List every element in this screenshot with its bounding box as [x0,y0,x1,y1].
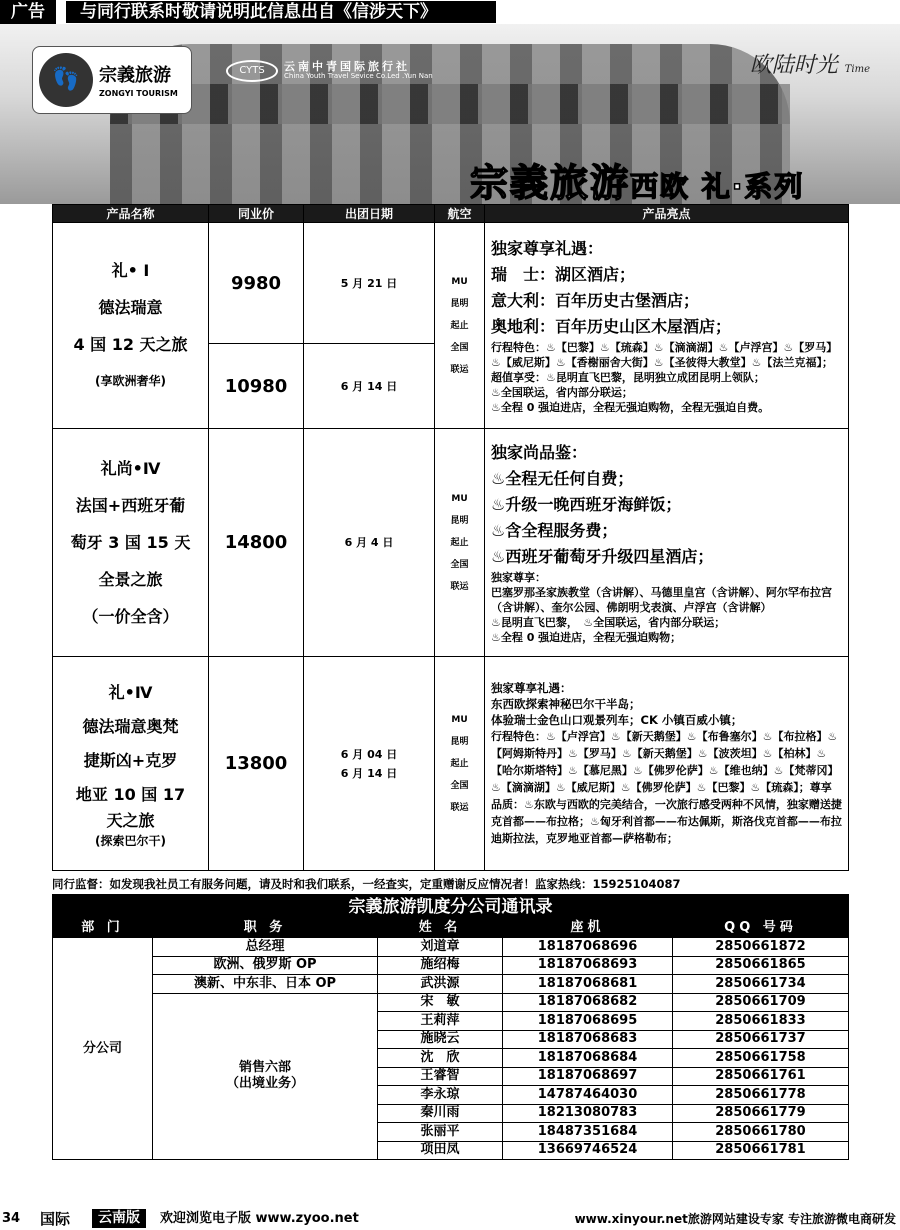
contacts-title: 宗義旅游凯度分公司通讯录 [53,895,849,919]
name-cell: 秦川雨 [378,1104,503,1123]
qq-cell: 2850661780 [673,1123,849,1142]
price: 13800 [209,657,304,871]
brand-mark [750,48,870,79]
name-cell: 施绍梅 [378,956,503,975]
highlights [485,429,849,657]
highlight-small: 超值享受：♨昆明直飞巴黎，昆明独立成团昆明上领队； [491,371,765,384]
table-row [53,657,849,871]
edition-label: 云南版 [92,1209,146,1228]
highlight-small: ♨全程 0 强迫进店，全程无强迫购物，全程无强迫自费。 [491,401,770,414]
qq-cell: 2850661734 [673,975,849,994]
product-name [53,657,209,871]
air-line: 全国 [450,342,469,353]
air-line: MU [451,276,468,287]
air-line: 全国 [450,559,469,570]
logo-en: ZONGYI TOURISM [99,89,178,98]
air-line: 起止 [450,320,469,331]
footer-right: www.xinyour.net旅游网站建设专家 专注旅游微电商研发 [574,1212,896,1226]
table-row [53,429,849,657]
date-line: 6 月 04 日 [340,747,398,761]
phone-cell: 18487351684 [503,1123,673,1142]
phone-cell: 18187068681 [503,975,673,994]
air-line: 昆明 [450,515,469,526]
table-row [53,993,849,1012]
name-note: (享欧洲奢华) [95,373,166,388]
name-cell: 项田凤 [378,1141,503,1160]
highlight-big: ♨含全程服务费； [491,521,618,540]
phone-cell: 18187068682 [503,993,673,1012]
highlight-big: 意大利：百年历史古堡酒店； [491,291,700,310]
qq-cell: 2850661865 [673,956,849,975]
top-banner [0,0,900,24]
table-header-row [53,205,849,223]
col-header: 产品名称 [53,205,209,223]
highlight-big: 奥地利：百年历史山区木屋酒店； [491,317,732,336]
highlight-small: 巴塞罗那圣家族教堂（含讲解）、马德里皇宫（含讲解）、阿尔罕布拉宫（含讲解）、奎尔公园、佛朗明戈表演、卢浮宫（含讲解） [491,586,832,614]
agency-logo [226,58,506,88]
col-header: QQ 号码 [673,919,849,938]
phone-cell: 18187068696 [503,938,673,957]
col-header: 部 门 [53,919,153,938]
airline [435,657,485,871]
phone-cell: 18187068684 [503,1049,673,1068]
name-cell: 王莉萍 [378,1012,503,1031]
date: 5 月 21 日 [304,223,435,344]
highlight-big: 瑞 士：湖区酒店； [491,265,636,284]
name-cell: 刘道章 [378,938,503,957]
agency-en: China Youth Travel Sevice Co.Led .Yun Nan [284,72,433,80]
contacts-title-row [53,895,849,919]
qq-cell: 2850661779 [673,1104,849,1123]
name-cell: 武洪源 [378,975,503,994]
qq-cell: 2850661737 [673,1030,849,1049]
date: 6 月 14 日 [304,344,435,429]
product-name [53,223,209,429]
highlight-big: 独家尊享礼遇： [491,239,604,258]
col-header: 姓 名 [378,919,503,938]
name-line: 礼• I [111,260,150,280]
air-line: 联运 [450,581,469,592]
product-table [52,204,849,871]
name-line: 礼尚•Ⅳ [100,459,161,478]
name-line: 萄牙 3 国 15 天 [70,533,191,552]
role-cell-sales: 销售六部 （出境业务） [153,993,378,1160]
name-line: 德法瑞意 [98,297,163,317]
agency-cn: 云南中青国际旅行社 [284,60,410,73]
name-cell: 施晓云 [378,1030,503,1049]
air-line: MU [451,714,468,725]
phone-cell: 14787464030 [503,1086,673,1105]
hero-banner [0,24,900,204]
phone-cell: 18213080783 [503,1104,673,1123]
highlight-small: 行程特色：♨【巴黎】♨【琉森】♨【滴滴湖】♨【卢浮宫】♨【罗马】♨【威尼斯】♨【香榭丽舍大街】♨【圣彼得大教堂】♨【法兰克福】； [491,341,838,369]
name-line: （一价全含） [82,607,179,626]
qq-cell: 2850661778 [673,1086,849,1105]
phone-cell: 18187068693 [503,956,673,975]
highlights [485,223,849,429]
name-cell: 沈 欣 [378,1049,503,1068]
price: 14800 [209,429,304,657]
logo-cn: 宗義旅游 [99,65,171,86]
phone-cell: 18187068683 [503,1030,673,1049]
highlight-big: 独家尚品鉴： [491,443,588,462]
name-line: 全景之旅 [98,570,163,589]
department-cell: 分公司 [53,938,153,1160]
role-cell: 总经理 [153,938,378,957]
footer-bar [0,1208,900,1230]
brand-time: Time [844,64,870,75]
highlight-big: ♨升级一晚西班牙海鲜饭； [491,495,682,514]
col-header: 产品亮点 [485,205,849,223]
col-header: 出团日期 [304,205,435,223]
highlight-small: 独家尊享： [491,571,546,584]
ad-label: 广告 [0,0,56,24]
highlight-big: ♨西班牙葡萄牙升级四星酒店； [491,547,714,566]
name-line: 4 国 12 天之旅 [73,334,188,354]
name-line: 法国+西班牙葡 [75,496,186,515]
qq-cell: 2850661761 [673,1067,849,1086]
highlight-mid: 东西欧探索神秘巴尔干半岛； [491,697,641,711]
table-row [53,223,849,344]
product-name [53,429,209,657]
phone-cell: 13669746524 [503,1141,673,1160]
date-line: 6 月 14 日 [340,766,398,780]
highlight-small: 行程特色：♨【卢浮宫】♨【新天鹅堡】♨【布鲁塞尔】♨【布拉格】♨【阿姆斯特丹】♨【罗马】♨【新天鹅堡】♨【波茨坦】♨【柏林】♨【哈尔斯塔特】♨【慕尼黑】♨【佛罗伦萨】♨【维也纳】♨【梵蒂冈】♨【滴滴湖】♨【威尼斯】♨【佛罗伦萨】♨【巴黎】♨【琉森】；尊享品质：♨东欧与西欧的完美结合，一次旅行感受两种不风情，独家赠送捷克首都——布拉格；♨匈牙利首都——布达佩斯，斯洛伐克首都——布拉迪斯拉法，克罗地亚首都—萨格勒布； [491,730,842,845]
footprint-icon: 👣 [39,53,93,107]
contacts-header-row [53,919,849,938]
supervise-notice: 同行监督：如发现我社员工有服务问题，请及时和我们联系，一经查实，定重赠谢反应情况者！监家热线：15925104087 [52,877,681,891]
name-line: 捷斯凶+克罗 [83,750,178,770]
role-cell: 欧洲、俄罗斯 OP [153,956,378,975]
name-line: 地亚 10 国 17 [75,784,186,804]
air-line: MU [451,493,468,504]
name-cell: 张丽平 [378,1123,503,1142]
qq-cell: 2850661833 [673,1012,849,1031]
role-cell: 澳新、中东非、日本 OP [153,975,378,994]
col-header: 同业价 [209,205,304,223]
phone-cell: 18187068697 [503,1067,673,1086]
qq-cell: 2850661709 [673,993,849,1012]
air-line: 全国 [450,780,469,791]
name-line: 天之旅 [106,810,155,830]
table-row [53,975,849,994]
highlight-mid: 体验瑞士金色山口观景列车；CK 小镇百威小镇； [491,713,743,727]
air-line: 起止 [450,537,469,548]
zongyi-logo [32,46,192,114]
air-line: 联运 [450,802,469,813]
air-line: 昆明 [450,298,469,309]
colosseum-arches [110,84,790,124]
top-notice: 与同行联系时敬请说明此信息出自《信涉天下》 [66,1,496,23]
col-header: 座机 [503,919,673,938]
page-number: 34 [2,1211,21,1226]
phone-cell: 18187068695 [503,1012,673,1031]
welcome-text: 欢迎浏览电子版 www.zyoo.net [160,1211,359,1226]
airline [435,223,485,429]
series-sub: 西欧 礼·系列 [630,170,805,203]
qq-cell: 2850661781 [673,1141,849,1160]
highlight-small: ♨昆明直飞巴黎， ♨全国联运，省内部分联运； [491,616,726,629]
col-header: 职 务 [153,919,378,938]
series-title [470,152,804,204]
brand-text: 欧陆时光 [749,53,838,78]
date [304,657,435,871]
air-line: 起止 [450,758,469,769]
price: 10980 [209,344,304,429]
air-line: 昆明 [450,736,469,747]
highlight-small: ♨全程 0 强迫进店，全程无强迫购物； [491,631,682,644]
date: 6 月 4 日 [304,429,435,657]
price: 9980 [209,223,304,344]
name-note: (探索巴尔干) [95,833,166,848]
highlight-small: ♨全国联运，省内部分联运； [491,386,633,399]
name-cell: 李永琼 [378,1086,503,1105]
name-line: 礼•Ⅳ [108,682,153,702]
name-cell: 宋 敏 [378,993,503,1012]
contacts-table [52,894,849,1160]
series-main: 宗義旅游 [470,161,631,204]
qq-cell: 2850661758 [673,1049,849,1068]
table-row [53,956,849,975]
highlight-big: ♨全程无任何自费； [491,469,634,488]
airline [435,429,485,657]
name-cell: 王睿智 [378,1067,503,1086]
contacts-body [53,938,849,1160]
agency-mark: CYTS [226,60,278,82]
highlights [485,657,849,871]
table-row [53,938,849,957]
section-label: 国际 [40,1210,71,1228]
qq-cell: 2850661872 [673,938,849,957]
air-line: 联运 [450,364,469,375]
name-line: 德法瑞意奥梵 [82,716,179,736]
highlight-mid: 独家尊享礼遇： [491,681,572,695]
col-header: 航空 [435,205,485,223]
